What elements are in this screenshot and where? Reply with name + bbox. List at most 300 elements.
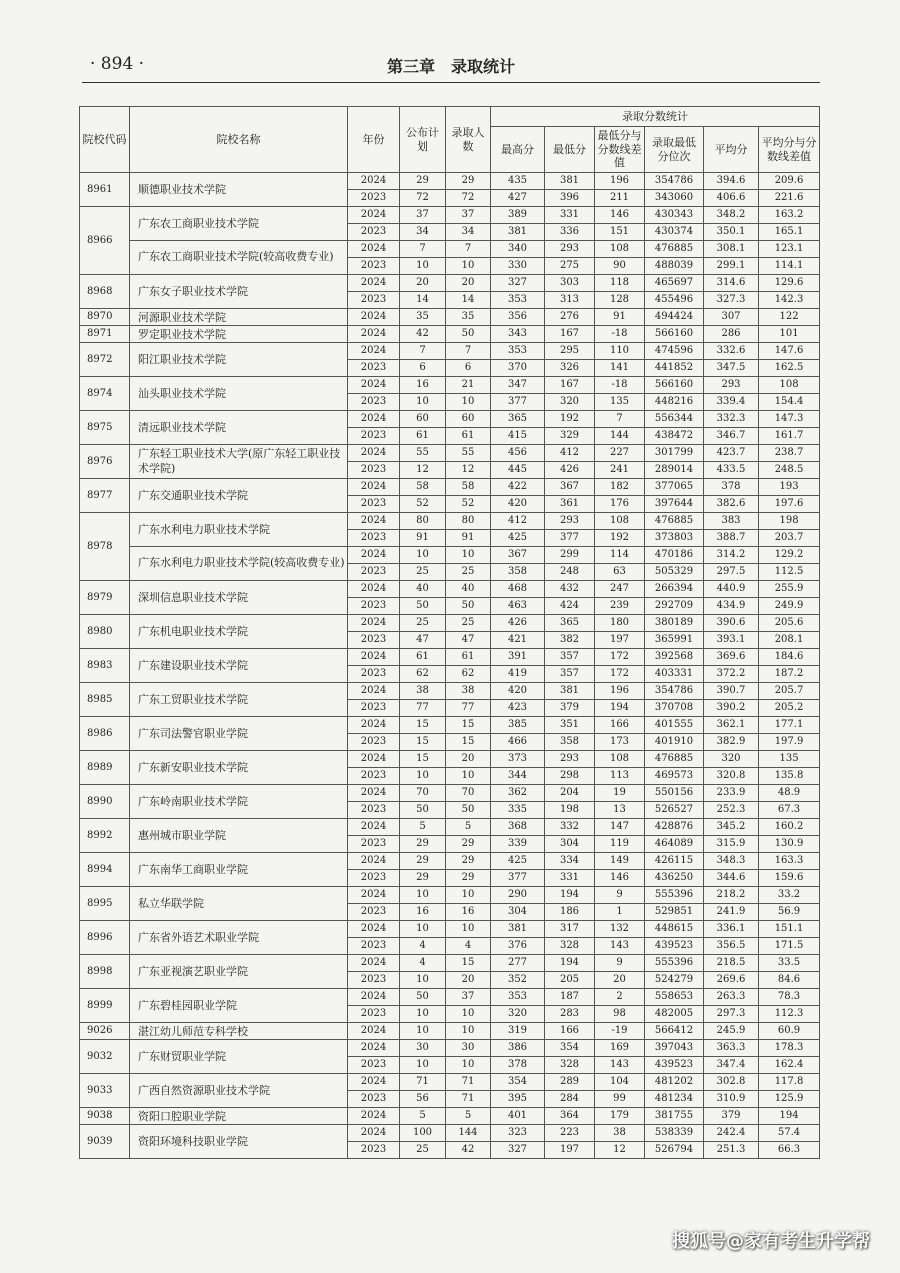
cell-min: 328 — [545, 1057, 595, 1074]
cell-year: 2024 — [348, 513, 400, 530]
cell-avg: 241.9 — [704, 904, 759, 921]
cell-plan: 15 — [400, 734, 446, 751]
cell-min-diff: 241 — [595, 462, 645, 479]
cell-admitted: 15 — [446, 717, 491, 734]
cell-plan: 14 — [400, 292, 446, 309]
cell-avg-diff: 129.2 — [759, 547, 820, 564]
school-name: 惠州城市职业学院 — [130, 819, 348, 853]
cell-min-rank: 476885 — [645, 751, 704, 768]
cell-avg: 363.3 — [704, 1040, 759, 1057]
cell-year: 2024 — [348, 1074, 400, 1091]
cell-admitted: 5 — [446, 1108, 491, 1125]
cell-max: 320 — [491, 1006, 545, 1023]
cell-max: 377 — [491, 870, 545, 887]
cell-avg-diff: 130.9 — [759, 836, 820, 853]
cell-year: 2024 — [348, 1040, 400, 1057]
cell-max: 356 — [491, 309, 545, 326]
cell-max: 362 — [491, 785, 545, 802]
cell-admitted: 10 — [446, 394, 491, 411]
cell-avg: 251.3 — [704, 1142, 759, 1159]
cell-min: 379 — [545, 700, 595, 717]
table-row — [80, 581, 820, 598]
cell-max: 468 — [491, 581, 545, 598]
cell-avg-diff: 125.9 — [759, 1091, 820, 1108]
cell-plan: 61 — [400, 649, 446, 666]
cell-admitted: 12 — [446, 462, 491, 479]
cell-avg-diff: 151.1 — [759, 921, 820, 938]
cell-max: 358 — [491, 564, 545, 581]
school-code: 8978 — [80, 513, 130, 581]
cell-max: 381 — [491, 921, 545, 938]
cell-max: 365 — [491, 411, 545, 428]
cell-avg-diff: 161.7 — [759, 428, 820, 445]
cell-avg: 299.1 — [704, 258, 759, 275]
cell-min: 223 — [545, 1125, 595, 1142]
cell-admitted: 80 — [446, 513, 491, 530]
cell-min: 432 — [545, 581, 595, 598]
cell-year: 2024 — [348, 547, 400, 564]
cell-min-diff: 151 — [595, 224, 645, 241]
watermark: 搜狐号@家有考生升学帮 — [672, 1231, 870, 1252]
cell-max: 353 — [491, 292, 545, 309]
cell-avg: 393.1 — [704, 632, 759, 649]
cell-max: 427 — [491, 190, 545, 207]
cell-admitted: 144 — [446, 1125, 491, 1142]
cell-min-diff: 114 — [595, 547, 645, 564]
cell-min-rank: 494424 — [645, 309, 704, 326]
cell-plan: 10 — [400, 394, 446, 411]
cell-avg: 382.9 — [704, 734, 759, 751]
cell-min: 194 — [545, 887, 595, 904]
table-row — [80, 1108, 820, 1125]
cell-min-rank: 428876 — [645, 819, 704, 836]
cell-min-rank: 555396 — [645, 955, 704, 972]
cell-min-rank: 397043 — [645, 1040, 704, 1057]
cell-admitted: 10 — [446, 1057, 491, 1074]
cell-avg-diff: 177.1 — [759, 717, 820, 734]
cell-min: 365 — [545, 615, 595, 632]
cell-min: 326 — [545, 360, 595, 377]
cell-min: 283 — [545, 1006, 595, 1023]
cell-year: 2023 — [348, 496, 400, 513]
school-code: 8971 — [80, 326, 130, 343]
cell-max: 373 — [491, 751, 545, 768]
cell-admitted: 7 — [446, 343, 491, 360]
cell-avg-diff: 198 — [759, 513, 820, 530]
cell-admitted: 10 — [446, 1023, 491, 1040]
cell-min-diff: 135 — [595, 394, 645, 411]
school-name: 广东省外语艺术职业学院 — [130, 921, 348, 955]
table-row — [80, 751, 820, 768]
cell-year: 2024 — [348, 479, 400, 496]
school-code: 8983 — [80, 649, 130, 683]
cell-avg: 242.4 — [704, 1125, 759, 1142]
school-code: 8977 — [80, 479, 130, 513]
cell-year: 2023 — [348, 1091, 400, 1108]
school-code: 8968 — [80, 275, 130, 309]
cell-plan: 25 — [400, 1142, 446, 1159]
school-code: 8974 — [80, 377, 130, 411]
cell-plan: 25 — [400, 615, 446, 632]
cell-avg-diff: 197.9 — [759, 734, 820, 751]
table-row — [80, 479, 820, 496]
cell-avg: 332.3 — [704, 411, 759, 428]
cell-plan: 6 — [400, 360, 446, 377]
cell-max: 367 — [491, 547, 545, 564]
cell-avg: 390.6 — [704, 615, 759, 632]
cell-year: 2024 — [348, 581, 400, 598]
cell-avg: 344.6 — [704, 870, 759, 887]
cell-avg-diff: 197.6 — [759, 496, 820, 513]
cell-avg-diff: 162.5 — [759, 360, 820, 377]
cell-min-rank: 397644 — [645, 496, 704, 513]
cell-admitted: 20 — [446, 751, 491, 768]
cell-avg-diff: 114.1 — [759, 258, 820, 275]
cell-avg: 332.6 — [704, 343, 759, 360]
cell-min-rank: 526794 — [645, 1142, 704, 1159]
cell-plan: 52 — [400, 496, 446, 513]
table-row — [80, 921, 820, 938]
cell-avg: 327.3 — [704, 292, 759, 309]
cell-min-diff: 104 — [595, 1074, 645, 1091]
cell-year: 2024 — [348, 649, 400, 666]
cell-min-rank: 558653 — [645, 989, 704, 1006]
cell-admitted: 37 — [446, 989, 491, 1006]
col-min-diff-header: 最低分与分数线差值 — [595, 127, 645, 173]
school-name: 广东亚视演艺职业学院 — [130, 955, 348, 989]
cell-avg-diff: 48.9 — [759, 785, 820, 802]
cell-admitted: 52 — [446, 496, 491, 513]
cell-min: 331 — [545, 207, 595, 224]
cell-year: 2023 — [348, 1142, 400, 1159]
col-min-header: 最低分 — [545, 127, 595, 173]
cell-avg-diff: 193 — [759, 479, 820, 496]
cell-min-diff: 113 — [595, 768, 645, 785]
cell-min-rank: 529851 — [645, 904, 704, 921]
cell-min-rank: 448615 — [645, 921, 704, 938]
cell-min: 167 — [545, 326, 595, 343]
cell-min: 313 — [545, 292, 595, 309]
cell-year: 2023 — [348, 1057, 400, 1074]
cell-avg-diff: 163.3 — [759, 853, 820, 870]
cell-min-rank: 373803 — [645, 530, 704, 547]
cell-min-diff: 146 — [595, 207, 645, 224]
cell-plan: 37 — [400, 207, 446, 224]
cell-max: 353 — [491, 343, 545, 360]
cell-min-diff: 20 — [595, 972, 645, 989]
school-name: 广东财贸职业学院 — [130, 1040, 348, 1074]
cell-avg: 382.6 — [704, 496, 759, 513]
table-row — [80, 717, 820, 734]
cell-min-rank: 380189 — [645, 615, 704, 632]
cell-plan: 29 — [400, 173, 446, 190]
cell-min-diff: 12 — [595, 1142, 645, 1159]
cell-max: 385 — [491, 717, 545, 734]
table-row — [80, 309, 820, 326]
cell-min: 186 — [545, 904, 595, 921]
cell-min-diff: 169 — [595, 1040, 645, 1057]
cell-admitted: 4 — [446, 938, 491, 955]
cell-avg-diff: 33.2 — [759, 887, 820, 904]
cell-min: 197 — [545, 1142, 595, 1159]
table-row — [80, 275, 820, 292]
cell-min-diff: 179 — [595, 1108, 645, 1125]
cell-min-diff: 146 — [595, 870, 645, 887]
cell-plan: 55 — [400, 445, 446, 462]
cell-avg-diff: 203.7 — [759, 530, 820, 547]
cell-max: 339 — [491, 836, 545, 853]
cell-max: 290 — [491, 887, 545, 904]
cell-max: 425 — [491, 530, 545, 547]
cell-avg: 372.2 — [704, 666, 759, 683]
cell-min-rank: 476885 — [645, 241, 704, 258]
table-row — [80, 1040, 820, 1057]
cell-year: 2023 — [348, 972, 400, 989]
cell-min-diff: 180 — [595, 615, 645, 632]
cell-admitted: 20 — [446, 972, 491, 989]
cell-min-rank: 488039 — [645, 258, 704, 275]
cell-admitted: 10 — [446, 547, 491, 564]
cell-admitted: 38 — [446, 683, 491, 700]
cell-plan: 15 — [400, 717, 446, 734]
cell-year: 2024 — [348, 717, 400, 734]
cell-plan: 38 — [400, 683, 446, 700]
school-name: 广东轻工职业技术大学(原广东轻工职业技术学院) — [130, 445, 348, 479]
cell-max: 386 — [491, 1040, 545, 1057]
cell-year: 2023 — [348, 224, 400, 241]
cell-admitted: 61 — [446, 649, 491, 666]
cell-year: 2023 — [348, 700, 400, 717]
cell-min-diff: 108 — [595, 241, 645, 258]
school-name: 罗定职业技术学院 — [130, 326, 348, 343]
cell-min-diff: 9 — [595, 955, 645, 972]
cell-max: 466 — [491, 734, 545, 751]
cell-avg-diff: 255.9 — [759, 581, 820, 598]
cell-plan: 91 — [400, 530, 446, 547]
cell-max: 340 — [491, 241, 545, 258]
school-name: 广东南华工商职业学院 — [130, 853, 348, 887]
school-code: 8998 — [80, 955, 130, 989]
cell-plan: 7 — [400, 343, 446, 360]
cell-year: 2024 — [348, 989, 400, 1006]
cell-plan: 7 — [400, 241, 446, 258]
cell-min: 357 — [545, 666, 595, 683]
cell-plan: 10 — [400, 547, 446, 564]
cell-avg: 383 — [704, 513, 759, 530]
cell-plan: 10 — [400, 258, 446, 275]
cell-year: 2024 — [348, 615, 400, 632]
cell-year: 2023 — [348, 564, 400, 581]
school-name: 广西自然资源职业技术学院 — [130, 1074, 348, 1108]
school-code: 8975 — [80, 411, 130, 445]
cell-plan: 60 — [400, 411, 446, 428]
cell-min: 412 — [545, 445, 595, 462]
table-row — [80, 853, 820, 870]
cell-min-diff: 1 — [595, 904, 645, 921]
cell-year: 2023 — [348, 802, 400, 819]
cell-admitted: 35 — [446, 309, 491, 326]
col-avg-diff-header: 平均分与分数线差值 — [759, 127, 820, 173]
cell-avg: 339.4 — [704, 394, 759, 411]
cell-min: 382 — [545, 632, 595, 649]
cell-avg-diff: 135 — [759, 751, 820, 768]
cell-plan: 71 — [400, 1074, 446, 1091]
cell-min-rank: 455496 — [645, 292, 704, 309]
cell-avg-diff: 123.1 — [759, 241, 820, 258]
cell-avg-diff: 163.2 — [759, 207, 820, 224]
cell-avg-diff: 194 — [759, 1108, 820, 1125]
table-row — [80, 377, 820, 394]
cell-year: 2024 — [348, 343, 400, 360]
cell-plan: 4 — [400, 938, 446, 955]
cell-min-diff: 99 — [595, 1091, 645, 1108]
cell-plan: 58 — [400, 479, 446, 496]
cell-min-rank: 301799 — [645, 445, 704, 462]
cell-max: 422 — [491, 479, 545, 496]
cell-avg-diff: 101 — [759, 326, 820, 343]
cell-plan: 4 — [400, 955, 446, 972]
cell-max: 391 — [491, 649, 545, 666]
cell-max: 425 — [491, 853, 545, 870]
table-row — [80, 173, 820, 190]
cell-min-diff: 98 — [595, 1006, 645, 1023]
cell-min-diff: 166 — [595, 717, 645, 734]
cell-avg: 314.2 — [704, 547, 759, 564]
cell-min-rank: 469573 — [645, 768, 704, 785]
cell-year: 2024 — [348, 785, 400, 802]
cell-plan: 50 — [400, 802, 446, 819]
col-max-header: 最高分 — [491, 127, 545, 173]
cell-max: 353 — [491, 989, 545, 1006]
cell-max: 445 — [491, 462, 545, 479]
cell-admitted: 15 — [446, 734, 491, 751]
cell-min-diff: 19 — [595, 785, 645, 802]
cell-plan: 10 — [400, 768, 446, 785]
cell-min: 336 — [545, 224, 595, 241]
school-name: 广东女子职业技术学院 — [130, 275, 348, 309]
cell-avg-diff: 57.4 — [759, 1125, 820, 1142]
cell-min: 194 — [545, 955, 595, 972]
table-row — [80, 207, 820, 224]
cell-year: 2024 — [348, 445, 400, 462]
cell-admitted: 40 — [446, 581, 491, 598]
cell-avg-diff: 147.3 — [759, 411, 820, 428]
cell-admitted: 7 — [446, 241, 491, 258]
cell-plan: 62 — [400, 666, 446, 683]
cell-year: 2023 — [348, 904, 400, 921]
cell-max: 344 — [491, 768, 545, 785]
cell-admitted: 47 — [446, 632, 491, 649]
cell-min-rank: 354786 — [645, 683, 704, 700]
cell-avg-diff: 184.6 — [759, 649, 820, 666]
cell-min-diff: 147 — [595, 819, 645, 836]
cell-avg-diff: 56.9 — [759, 904, 820, 921]
page-header — [82, 50, 820, 83]
cell-avg: 379 — [704, 1108, 759, 1125]
cell-min: 304 — [545, 836, 595, 853]
cell-avg-diff: 205.7 — [759, 683, 820, 700]
cell-year: 2023 — [348, 768, 400, 785]
cell-min-diff: 144 — [595, 428, 645, 445]
school-name: 广东新安职业技术学院 — [130, 751, 348, 785]
cell-admitted: 70 — [446, 785, 491, 802]
cell-avg: 245.9 — [704, 1023, 759, 1040]
col-code-header: 院校代码 — [80, 107, 130, 173]
cell-plan: 10 — [400, 1023, 446, 1040]
cell-avg: 308.1 — [704, 241, 759, 258]
cell-avg-diff: 142.3 — [759, 292, 820, 309]
cell-min-diff: 172 — [595, 649, 645, 666]
cell-min-rank: 430374 — [645, 224, 704, 241]
school-name: 广东农工商职业技术学院(较高收费专业) — [130, 241, 348, 275]
table-row — [80, 411, 820, 428]
cell-avg-diff: 33.5 — [759, 955, 820, 972]
school-code: 9026 — [80, 1023, 130, 1040]
cell-avg: 394.6 — [704, 173, 759, 190]
cell-avg-diff: 162.4 — [759, 1057, 820, 1074]
cell-avg: 388.7 — [704, 530, 759, 547]
table-row — [80, 683, 820, 700]
cell-avg-diff: 160.2 — [759, 819, 820, 836]
cell-min-diff: 119 — [595, 836, 645, 853]
school-code: 8996 — [80, 921, 130, 955]
cell-year: 2023 — [348, 462, 400, 479]
school-code: 8999 — [80, 989, 130, 1023]
cell-plan: 29 — [400, 870, 446, 887]
school-name: 广东建设职业技术学院 — [130, 649, 348, 683]
cell-avg-diff: 122 — [759, 309, 820, 326]
cell-min-rank: 465697 — [645, 275, 704, 292]
school-code: 8989 — [80, 751, 130, 785]
cell-avg: 369.6 — [704, 649, 759, 666]
cell-avg-diff: 165.1 — [759, 224, 820, 241]
cell-avg: 218.2 — [704, 887, 759, 904]
school-name: 资阳环境科技职业学院 — [130, 1125, 348, 1159]
cell-year: 2024 — [348, 751, 400, 768]
table-row — [80, 615, 820, 632]
cell-avg-diff: 209.6 — [759, 173, 820, 190]
cell-avg: 356.5 — [704, 938, 759, 955]
cell-min-rank: 403331 — [645, 666, 704, 683]
cell-avg: 378 — [704, 479, 759, 496]
cell-plan: 10 — [400, 921, 446, 938]
cell-plan: 10 — [400, 972, 446, 989]
cell-min-rank: 464089 — [645, 836, 704, 853]
cell-avg: 348.3 — [704, 853, 759, 870]
cell-plan: 61 — [400, 428, 446, 445]
cell-avg: 348.2 — [704, 207, 759, 224]
cell-avg: 390.7 — [704, 683, 759, 700]
cell-min: 332 — [545, 819, 595, 836]
cell-plan: 10 — [400, 1006, 446, 1023]
cell-min-rank: 365991 — [645, 632, 704, 649]
cell-avg: 362.1 — [704, 717, 759, 734]
school-code: 8972 — [80, 343, 130, 377]
cell-avg: 297.3 — [704, 1006, 759, 1023]
school-name: 广东机电职业技术学院 — [130, 615, 348, 649]
cell-min: 275 — [545, 258, 595, 275]
cell-avg: 346.7 — [704, 428, 759, 445]
cell-min-diff: 196 — [595, 683, 645, 700]
cell-min-diff: 91 — [595, 309, 645, 326]
cell-plan: 29 — [400, 853, 446, 870]
cell-min-rank: 550156 — [645, 785, 704, 802]
cell-avg: 252.3 — [704, 802, 759, 819]
cell-max: 412 — [491, 513, 545, 530]
cell-plan: 30 — [400, 1040, 446, 1057]
cell-min: 357 — [545, 649, 595, 666]
cell-min: 293 — [545, 241, 595, 258]
